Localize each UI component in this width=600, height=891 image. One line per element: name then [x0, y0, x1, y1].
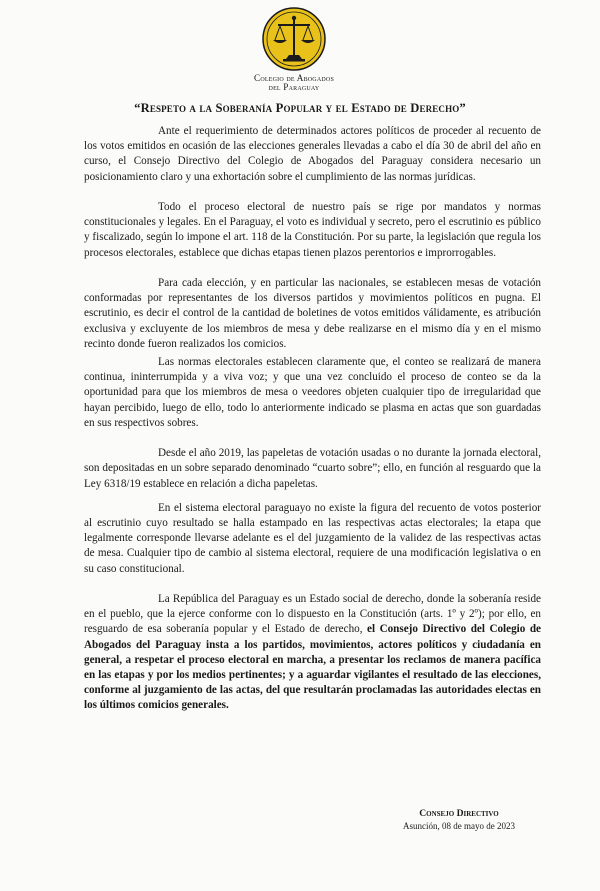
- org-line-1: Colegio de Abogados: [254, 73, 334, 83]
- paragraph-7-exhortation: el Consejo Directivo del Colegio de Abogados del Paraguay insta a los partidos, movimientos, actores políticos y ciudadanía en general, a respetar el proceso electoral en marcha, a presentar los reclamos de manera pacífica en las etapas y por los medios pertinentes; y a aguardar vigilantes el resultado de las elecciones, conforme al juzgamiento de las actas, del que resultarán proclamadas las autoridades electas en los últimos comicios generales.: [84, 623, 541, 712]
- scales-of-justice-icon: [262, 7, 326, 71]
- paragraph-5: Desde el año 2019, las papeletas de votación usadas o no durante la jornada electoral, son depositadas en un sobre separado denominado “cuarto sobre”; ello, en función al resguardo que la Ley 6318/19 establece en relación a dicha papeletas.: [84, 447, 541, 490]
- org-line-2: del Paraguay: [268, 82, 320, 92]
- paragraph-4: Las normas electorales establecen claramente que, el conteo se realizará de manera continua, ininterrumpida y a viva voz; y que una vez concluido el proceso de conteo se da la oportunidad para que los miembros de mesa o veedores objeten cualquier tipo de irregularidad que hayan percibido, luego de ello, todo lo anteriormente indicado se plasma en actas que son guardadas en sus respectivos sobres.: [84, 356, 541, 429]
- statement-body: [84, 124, 541, 714]
- paragraph-7: [84, 592, 541, 714]
- paragraph-2: Todo el proceso electoral de nuestro país se rige por mandatos y normas constitucionales y legales. En el Paraguay, el voto es individual y secreto, pero el escrutinio es público y fiscalizado, según lo impone el art. 118 de la Constitución. Por su parte, la legislación que regula los procesos electorales, establece que dichas etapas tienen plazos perentorios e improrrogables.: [84, 201, 541, 259]
- paragraph-3: Para cada elección, y en particular las nacionales, se establecen mesas de votación conformadas por representantes de los diversos partidos y movimientos políticos en pugna. El escrutinio, es decir el control de la cantidad de boletines de votos emitidos válidamente, es atribución exclusiva y excluyente de los miembros de mesa y debe realizarse en el mismo día y en el mismo recinto donde fueron realizados los comicios.: [84, 277, 541, 350]
- page-title: “Respeto a la Soberanía Popular y el Estado de Derecho”: [134, 101, 466, 115]
- signature-place-date: Asunción, 08 de mayo de 2023: [403, 821, 515, 831]
- signature-role: Consejo Directivo: [419, 808, 499, 819]
- organization-name: [200, 74, 388, 92]
- paragraph-6: En el sistema electoral paraguayo no existe la figura del recuento de votos posterior al escrutinio cuyo resultado se halla estampado en las respectivas actas electorales; la etapa que legalmente corresponde llevarse adelante es el del juzgamiento de la validez de las respectivas actas de mesa. Cualquier tipo de cambio al sistema electoral, requiere de una modificación legislativa o en su caso constitucional.: [84, 501, 541, 575]
- paragraph-1: Ante el requerimiento de determinados actores políticos de proceder al recuento de los votos emitidos en ocasión de las elecciones generales llevadas a cabo el día 30 de abril del año en curso, el Consejo Directivo del Colegio de Abogados del Paraguay considera necesario un posicionamiento claro y una exhortación sobre el cumplimiento de las normas jurídicas.: [84, 125, 541, 183]
- paragraph-7-text: La República del Paraguay es un Estado social de derecho, donde la soberanía reside en el pueblo, que la ejerce conforme con lo dispuesto en la Constitución (arts. 1º y 2º); por ello, en resguardo de esa soberanía popular y el Estado de derecho,: [84, 593, 541, 636]
- signature-block: [389, 808, 529, 832]
